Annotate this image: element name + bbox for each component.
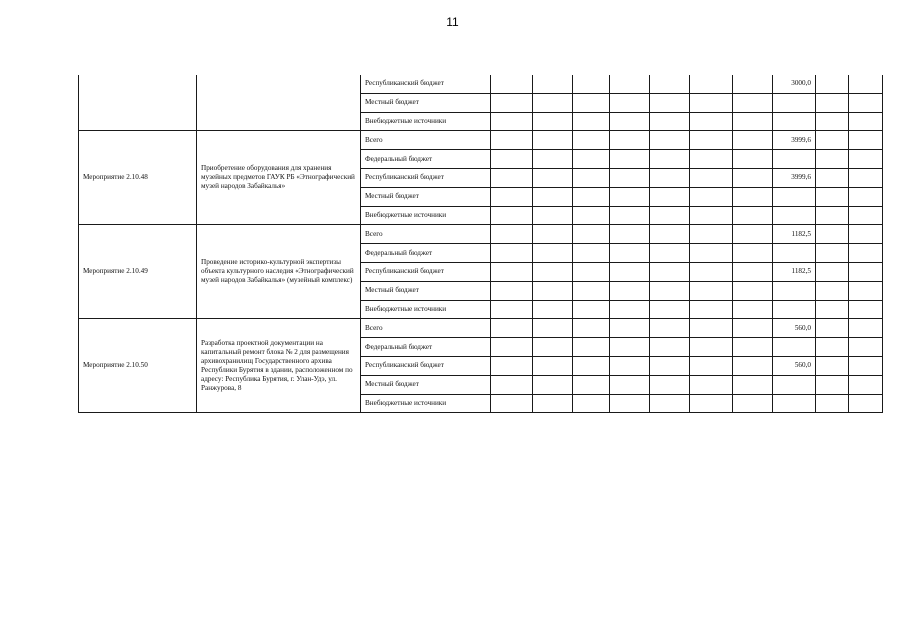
amount-cell: 560,0 [773, 356, 816, 375]
empty-value-cell [610, 262, 650, 281]
amount-cell [773, 206, 816, 225]
empty-value-cell [690, 93, 733, 112]
empty-value-cell [610, 244, 650, 263]
empty-value-cell [610, 356, 650, 375]
empty-value-cell [573, 262, 610, 281]
empty-value-cell [573, 244, 610, 263]
empty-value-cell [849, 300, 883, 319]
empty-value-cell [690, 150, 733, 169]
measure-description-cell: Разработка проектной документации на капитальный ремонт блока № 2 для размещения архивохранилищ Государственного архива Республики Бурятия в здании, расположенном по адресу: Республика Бурятия, г. Улан-Удэ, ул. Ранжурова, 8 [197, 319, 361, 413]
empty-value-cell [610, 93, 650, 112]
empty-value-cell [816, 225, 849, 244]
empty-value-cell [849, 187, 883, 206]
empty-value-cell [733, 319, 773, 338]
empty-value-cell [690, 131, 733, 150]
empty-value-cell [573, 300, 610, 319]
empty-value-cell [533, 187, 573, 206]
empty-value-cell [650, 75, 690, 93]
budget-table-body [79, 75, 883, 413]
measure-description-cell: Приобретение оборудования для хранения музейных предметов ГАУК РБ «Этнографический музей народов Забайкалья» [197, 131, 361, 225]
empty-value-cell [491, 394, 533, 413]
empty-value-cell [690, 262, 733, 281]
empty-value-cell [533, 225, 573, 244]
empty-value-cell [573, 225, 610, 244]
table-row [79, 225, 883, 244]
empty-value-cell [849, 338, 883, 357]
empty-value-cell [610, 131, 650, 150]
empty-value-cell [533, 375, 573, 394]
empty-value-cell [573, 281, 610, 300]
empty-value-cell [816, 356, 849, 375]
empty-value-cell [491, 187, 533, 206]
empty-value-cell [849, 262, 883, 281]
empty-value-cell [816, 93, 849, 112]
empty-value-cell [690, 356, 733, 375]
empty-value-cell [491, 262, 533, 281]
empty-value-cell [690, 319, 733, 338]
funding-source-cell: Республиканский бюджет [361, 356, 491, 375]
empty-value-cell [533, 93, 573, 112]
empty-value-cell [573, 206, 610, 225]
empty-value-cell [849, 225, 883, 244]
empty-value-cell [733, 206, 773, 225]
empty-value-cell [573, 168, 610, 187]
empty-value-cell [610, 338, 650, 357]
empty-value-cell [816, 281, 849, 300]
empty-value-cell [650, 187, 690, 206]
empty-value-cell [849, 112, 883, 131]
empty-value-cell [849, 319, 883, 338]
empty-value-cell [610, 112, 650, 131]
empty-value-cell [650, 112, 690, 131]
empty-value-cell [573, 150, 610, 169]
empty-value-cell [573, 75, 610, 93]
empty-value-cell [690, 394, 733, 413]
empty-value-cell [733, 168, 773, 187]
table-row [79, 319, 883, 338]
empty-value-cell [849, 281, 883, 300]
table-row [79, 75, 883, 93]
amount-cell: 560,0 [773, 319, 816, 338]
empty-value-cell [816, 300, 849, 319]
empty-value-cell [849, 131, 883, 150]
empty-value-cell [650, 244, 690, 263]
empty-value-cell [573, 93, 610, 112]
budget-table [78, 75, 883, 413]
funding-source-cell: Местный бюджет [361, 93, 491, 112]
measure-name-cell [79, 75, 197, 131]
empty-value-cell [573, 338, 610, 357]
empty-value-cell [491, 281, 533, 300]
amount-cell [773, 375, 816, 394]
empty-value-cell [533, 168, 573, 187]
empty-value-cell [816, 131, 849, 150]
empty-value-cell [733, 150, 773, 169]
empty-value-cell [733, 281, 773, 300]
empty-value-cell [533, 150, 573, 169]
funding-source-cell: Местный бюджет [361, 375, 491, 394]
empty-value-cell [733, 300, 773, 319]
empty-value-cell [816, 338, 849, 357]
empty-value-cell [816, 206, 849, 225]
empty-value-cell [650, 168, 690, 187]
funding-source-cell: Федеральный бюджет [361, 244, 491, 263]
empty-value-cell [610, 375, 650, 394]
amount-cell: 3999,6 [773, 168, 816, 187]
empty-value-cell [733, 244, 773, 263]
empty-value-cell [816, 75, 849, 93]
amount-cell: 3999,6 [773, 131, 816, 150]
empty-value-cell [610, 394, 650, 413]
empty-value-cell [573, 112, 610, 131]
empty-value-cell [816, 168, 849, 187]
empty-value-cell [733, 394, 773, 413]
empty-value-cell [533, 131, 573, 150]
empty-value-cell [849, 394, 883, 413]
empty-value-cell [733, 262, 773, 281]
empty-value-cell [849, 150, 883, 169]
measure-name-cell: Мероприятие 2.10.49 [79, 225, 197, 319]
empty-value-cell [491, 150, 533, 169]
empty-value-cell [816, 394, 849, 413]
amount-cell: 1182,5 [773, 225, 816, 244]
amount-cell: 3000,0 [773, 75, 816, 93]
amount-cell [773, 300, 816, 319]
amount-cell [773, 150, 816, 169]
empty-value-cell [533, 262, 573, 281]
empty-value-cell [610, 75, 650, 93]
empty-value-cell [733, 112, 773, 131]
empty-value-cell [491, 225, 533, 244]
empty-value-cell [690, 75, 733, 93]
funding-source-cell: Всего [361, 131, 491, 150]
empty-value-cell [573, 375, 610, 394]
empty-value-cell [533, 75, 573, 93]
funding-source-cell: Федеральный бюджет [361, 338, 491, 357]
funding-source-cell: Внебюджетные источники [361, 206, 491, 225]
empty-value-cell [491, 75, 533, 93]
empty-value-cell [849, 356, 883, 375]
empty-value-cell [650, 131, 690, 150]
empty-value-cell [610, 225, 650, 244]
empty-value-cell [690, 187, 733, 206]
empty-value-cell [816, 375, 849, 394]
funding-source-cell: Всего [361, 225, 491, 244]
empty-value-cell [849, 168, 883, 187]
empty-value-cell [650, 338, 690, 357]
empty-value-cell [491, 356, 533, 375]
funding-source-cell: Республиканский бюджет [361, 262, 491, 281]
empty-value-cell [573, 187, 610, 206]
empty-value-cell [533, 338, 573, 357]
empty-value-cell [533, 281, 573, 300]
funding-source-cell: Федеральный бюджет [361, 150, 491, 169]
empty-value-cell [733, 93, 773, 112]
empty-value-cell [690, 338, 733, 357]
measure-name-cell: Мероприятие 2.10.50 [79, 319, 197, 413]
empty-value-cell [650, 375, 690, 394]
empty-value-cell [610, 150, 650, 169]
empty-value-cell [816, 319, 849, 338]
empty-value-cell [610, 206, 650, 225]
empty-value-cell [533, 244, 573, 263]
empty-value-cell [690, 225, 733, 244]
empty-value-cell [491, 112, 533, 131]
amount-cell [773, 244, 816, 263]
empty-value-cell [650, 300, 690, 319]
funding-source-cell: Всего [361, 319, 491, 338]
empty-value-cell [816, 187, 849, 206]
empty-value-cell [610, 281, 650, 300]
empty-value-cell [491, 338, 533, 357]
empty-value-cell [690, 375, 733, 394]
empty-value-cell [610, 168, 650, 187]
table-row [79, 131, 883, 150]
empty-value-cell [533, 356, 573, 375]
empty-value-cell [573, 356, 610, 375]
empty-value-cell [491, 319, 533, 338]
empty-value-cell [491, 131, 533, 150]
funding-source-cell: Внебюджетные источники [361, 300, 491, 319]
empty-value-cell [650, 206, 690, 225]
empty-value-cell [849, 93, 883, 112]
empty-value-cell [491, 206, 533, 225]
empty-value-cell [491, 93, 533, 112]
empty-value-cell [491, 300, 533, 319]
empty-value-cell [650, 394, 690, 413]
empty-value-cell [690, 244, 733, 263]
empty-value-cell [650, 281, 690, 300]
amount-cell [773, 93, 816, 112]
funding-source-cell: Внебюджетные источники [361, 112, 491, 131]
empty-value-cell [849, 375, 883, 394]
amount-cell [773, 394, 816, 413]
measure-name-cell: Мероприятие 2.10.48 [79, 131, 197, 225]
empty-value-cell [573, 394, 610, 413]
empty-value-cell [610, 187, 650, 206]
amount-cell [773, 112, 816, 131]
empty-value-cell [733, 375, 773, 394]
empty-value-cell [816, 112, 849, 131]
empty-value-cell [733, 187, 773, 206]
empty-value-cell [650, 319, 690, 338]
funding-source-cell: Местный бюджет [361, 281, 491, 300]
empty-value-cell [690, 206, 733, 225]
empty-value-cell [849, 206, 883, 225]
funding-source-cell: Республиканский бюджет [361, 168, 491, 187]
empty-value-cell [650, 356, 690, 375]
empty-value-cell [733, 75, 773, 93]
empty-value-cell [610, 300, 650, 319]
empty-value-cell [650, 262, 690, 281]
funding-source-cell: Внебюджетные источники [361, 394, 491, 413]
empty-value-cell [650, 225, 690, 244]
empty-value-cell [533, 206, 573, 225]
empty-value-cell [690, 168, 733, 187]
empty-value-cell [491, 168, 533, 187]
amount-cell: 1182,5 [773, 262, 816, 281]
measure-description-cell: Проведение историко-культурной экспертизы объекта культурного наследия «Этнографический музей народов Забайкалья» (музейный комплекс) [197, 225, 361, 319]
empty-value-cell [690, 112, 733, 131]
amount-cell [773, 187, 816, 206]
funding-source-cell: Местный бюджет [361, 187, 491, 206]
empty-value-cell [733, 338, 773, 357]
empty-value-cell [533, 112, 573, 131]
empty-value-cell [690, 281, 733, 300]
measure-description-cell [197, 75, 361, 131]
empty-value-cell [849, 75, 883, 93]
empty-value-cell [849, 244, 883, 263]
amount-cell [773, 338, 816, 357]
empty-value-cell [573, 319, 610, 338]
empty-value-cell [733, 225, 773, 244]
empty-value-cell [816, 150, 849, 169]
empty-value-cell [733, 356, 773, 375]
empty-value-cell [491, 375, 533, 394]
empty-value-cell [573, 131, 610, 150]
empty-value-cell [816, 244, 849, 263]
page-number: 11 [446, 15, 459, 29]
empty-value-cell [733, 131, 773, 150]
empty-value-cell [491, 244, 533, 263]
empty-value-cell [650, 150, 690, 169]
empty-value-cell [690, 300, 733, 319]
empty-value-cell [533, 300, 573, 319]
funding-source-cell: Республиканский бюджет [361, 75, 491, 93]
empty-value-cell [610, 319, 650, 338]
empty-value-cell [533, 319, 573, 338]
empty-value-cell [816, 262, 849, 281]
empty-value-cell [533, 394, 573, 413]
amount-cell [773, 281, 816, 300]
empty-value-cell [650, 93, 690, 112]
